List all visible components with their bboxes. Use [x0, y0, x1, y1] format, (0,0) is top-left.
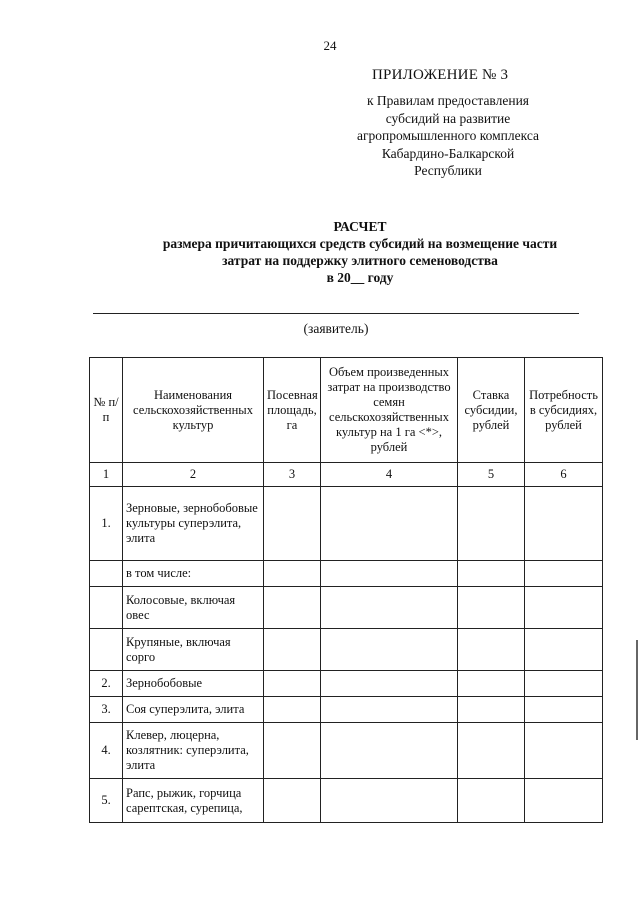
- row-number-cell: [90, 561, 123, 587]
- calc-subtitle-line: затрат на поддержку элитного семеноводства: [222, 253, 498, 268]
- column-number-row: [90, 463, 603, 487]
- row-number-cell: 1.: [90, 487, 123, 561]
- column-number-cell: 1: [90, 463, 123, 487]
- appendix-line: Республики: [414, 163, 482, 178]
- sown-area-cell: [264, 487, 321, 561]
- appendix-line: агропромышленного комплекса: [357, 128, 539, 143]
- crop-name-cell: Клевер, люцерна, козлятник: суперэлита, элита: [123, 723, 264, 779]
- crop-name-cell: Соя суперэлита, элита: [123, 697, 264, 723]
- column-number-cell: 5: [458, 463, 525, 487]
- row-number-cell: [90, 629, 123, 671]
- subsidy-need-cell: [525, 671, 603, 697]
- crop-name-cell: Крупяные, включая сорго: [123, 629, 264, 671]
- crop-name-cell: Рапс, рыжик, горчица сарептская, сурепица,: [123, 779, 264, 823]
- row-number-cell: 3.: [90, 697, 123, 723]
- row-number-cell: 2.: [90, 671, 123, 697]
- scan-edge-mark: [636, 640, 638, 740]
- crop-name-cell: Зернобобовые: [123, 671, 264, 697]
- table-row: [90, 723, 603, 779]
- subsidy-rate-cell: [458, 779, 525, 823]
- header-cell-sown-area: Посевная площадь, га: [264, 358, 321, 463]
- subsidy-need-cell: [525, 723, 603, 779]
- subsidy-rate-cell: [458, 629, 525, 671]
- subsidy-need-cell: [525, 697, 603, 723]
- page-number: 24: [323, 38, 337, 53]
- sown-area-cell: [264, 587, 321, 629]
- costs-cell: [321, 779, 458, 823]
- sown-area-cell: [264, 779, 321, 823]
- table-row: [90, 779, 603, 823]
- column-number-cell: 3: [264, 463, 321, 487]
- column-number-cell: 2: [123, 463, 264, 487]
- row-number-cell: 4.: [90, 723, 123, 779]
- document-heading: [110, 218, 610, 286]
- header-cell-subsidy-rate: Ставка субсидии, рублей: [458, 358, 525, 463]
- subsidy-rate-cell: [458, 723, 525, 779]
- costs-cell: [321, 697, 458, 723]
- sown-area-cell: [264, 671, 321, 697]
- header-cell-number: № п/п: [90, 358, 123, 463]
- table-header-row: [90, 358, 603, 463]
- sown-area-cell: [264, 561, 321, 587]
- applicant-underline: [93, 313, 579, 314]
- costs-cell: [321, 671, 458, 697]
- subsidy-need-cell: [525, 779, 603, 823]
- costs-cell: [321, 629, 458, 671]
- costs-cell: [321, 561, 458, 587]
- crop-name-cell: Зерновые, зернобобовые культуры суперэлита, элита: [123, 487, 264, 561]
- subsidy-calculation-table: [89, 357, 603, 823]
- subsidy-need-cell: [525, 587, 603, 629]
- table-row: [90, 671, 603, 697]
- subsidy-rate-cell: [458, 487, 525, 561]
- appendix-subtitle: [330, 92, 566, 180]
- table-row: [90, 487, 603, 561]
- subsidy-need-cell: [525, 561, 603, 587]
- header-cell-subsidy-need: Потребность в субсидиях, рублей: [525, 358, 603, 463]
- subsidy-rate-cell: [458, 697, 525, 723]
- sown-area-cell: [264, 629, 321, 671]
- header-cell-costs-per-ha: Объем произведенных затрат на производство семян сельскохозяйственных культур на 1 га <*>, рублей: [321, 358, 458, 463]
- sown-area-cell: [264, 697, 321, 723]
- appendix-title: ПРИЛОЖЕНИЕ № 3: [372, 67, 509, 83]
- row-number-cell: [90, 587, 123, 629]
- table-row: [90, 587, 603, 629]
- costs-cell: [321, 487, 458, 561]
- appendix-line: к Правилам предоставления: [366, 93, 530, 108]
- table-row: [90, 561, 603, 587]
- crop-name-cell: в том числе:: [123, 561, 264, 587]
- applicant-label: (заявитель): [303, 321, 369, 336]
- table-row: [90, 629, 603, 671]
- calc-title: РАСЧЕТ: [333, 219, 387, 234]
- subsidy-rate-cell: [458, 587, 525, 629]
- column-number-cell: 6: [525, 463, 603, 487]
- calc-subtitle-line: размера причитающихся средств субсидий на возмещение части: [162, 236, 558, 251]
- subsidy-need-cell: [525, 629, 603, 671]
- sown-area-cell: [264, 723, 321, 779]
- subsidy-rate-cell: [458, 671, 525, 697]
- appendix-line: субсидий на развитие: [385, 110, 511, 126]
- table-row: [90, 697, 603, 723]
- header-cell-crop-name: Наименования сельскохозяйственных культур: [123, 358, 264, 463]
- costs-cell: [321, 587, 458, 629]
- costs-cell: [321, 723, 458, 779]
- subsidy-rate-cell: [458, 561, 525, 587]
- column-number-cell: 4: [321, 463, 458, 487]
- crop-name-cell: Колосовые, включая овес: [123, 587, 264, 629]
- row-number-cell: 5.: [90, 779, 123, 823]
- appendix-line: Кабардино-Балкарской: [381, 145, 515, 161]
- calc-year-line: в 20__ году: [326, 270, 394, 285]
- subsidy-need-cell: [525, 487, 603, 561]
